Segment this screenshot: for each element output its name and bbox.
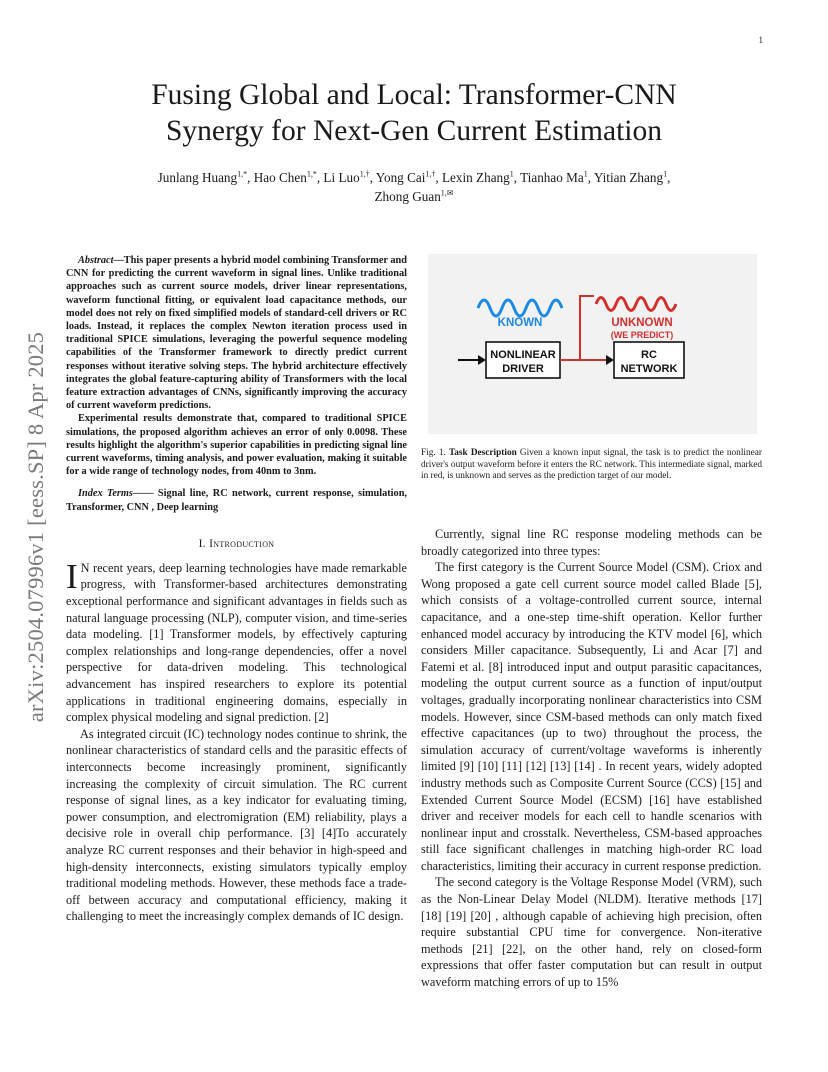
- arxiv-stamp-text: arXiv:2504.07996v1 [eess.SP] 8 Apr 2025: [23, 331, 48, 723]
- caption-text: Given a known input signal, the task is to predict the nonlinear driver's output waveform before it enters the RC network. This intermediate signal, marked in red, is unknown and serves as the prediction target of our model.: [421, 448, 762, 482]
- abstract-label: Abstract: [78, 255, 114, 266]
- author: Yong Cai$^{1,\dagger}$,: [375, 169, 442, 185]
- right-paragraph-2: The first category is the Current Source Model (CSM). Criox and Wong proposed a gate cell current source model called Blade [5], which consists of a voltage-controlled current source, internal capacitance, and a one-step time-shift operation. Kellor further enhanced model accuracy by introducing the KTV model [6], which considers Miller capacitance. Subsequently, Li and Acar [7] and Fatemi et al. [8] introduced input and output parasitic capacitances, modeling the output current source as a function of input/output voltages, gradually incorporating nonlinear characteristics into CSM models. However, since CSM-based methods can only match fixed effective capacitances (up to two) throughout the process, the simulation accuracy of current/voltage waveforms is inherently limited [9] [10] [11] [12] [13] [14] . In recent years, widely adopted industry methods such as Composite Current Source (CCS) [15] and Extended Current Source Model (ECSM) [16] have established driver and receiver models for each cell to handle scenarios with nonlinear input and crosstalk. Nevertheless, CSM-based approaches still face significant challenges in matching high-order RC load characteristics, limiting their accuracy in current response prediction.: [421, 560, 762, 873]
- left-column: [66, 254, 407, 925]
- figure-task-description: [428, 254, 757, 434]
- author: Tianhao Ma$^1$,: [520, 169, 594, 185]
- paper-title: [70, 77, 758, 149]
- caption-label: Fig. 1.: [421, 448, 446, 458]
- right-paragraph-1: Currently, signal line RC response modeling methods can be broadly categorized into three types:: [421, 527, 762, 558]
- section-title: Introduction: [209, 537, 275, 550]
- abstract-results: Experimental results demonstrate that, compared to traditional SPICE simulations, the proposed algorithm achieves an error of only 0.0098. These results highlight the algorithm's superior capabilities in predicting signal line current waveforms, timing analysis, and power evaluation, making it suitable for a wide range of technology nodes, from 40nm to 3nm.: [66, 413, 407, 478]
- title-line-1: Fusing Global and Local: Transformer-CNN: [151, 79, 677, 111]
- unknown-waveform: [596, 298, 676, 311]
- intro-paragraph-1: I N recent years, deep learning technologies have made remarkable progress, with Transformer-based architectures demonstrating exceptional performance and significant advantages in fields such as natural language processing (NLP), computer vision, and time-series data modeling. [1] Transformer models, by effectively capturing complex relationships and long-range dependencies, offer a novel perspective for data-driven modeling. This technological advancement has inspired researchers to explore its potential applications in traditional engineering domains, especially in complex physical modeling and signal prediction. [2]: [66, 556, 407, 725]
- task-diagram: [428, 254, 757, 434]
- we-predict-label: (WE PREDICT): [610, 330, 674, 340]
- network-label-2: NETWORK: [620, 363, 678, 375]
- page-number: 1: [758, 35, 763, 45]
- right-paragraph-3: The second category is the Voltage Response Model (VRM), such as the Non-Linear Delay Model (NLDM). Iterative methods [17] [18] [19] [20] , although capable of achieving high precision, often require substantial CPU time for convergence. Non-iterative methods [21] [22], on the other hand, rely on closed-form expressions that offer faster computation but can result in output waveform matching errors of up to 15%: [421, 875, 762, 990]
- title-line-2: Synergy for Next-Gen Current Estimation: [166, 115, 662, 147]
- author-list: [92, 168, 736, 206]
- known-label: KNOWN: [497, 317, 543, 329]
- caption-title: Task Description: [448, 448, 517, 458]
- author: Junlang Huang$^{1,*}$,: [157, 169, 254, 185]
- index-terms: [66, 487, 407, 513]
- driver-label-2: DRIVER: [502, 363, 544, 375]
- abstract: [66, 254, 407, 412]
- section-heading: [66, 538, 407, 550]
- drop-cap: I: [66, 556, 78, 596]
- output-arrowhead: [606, 355, 614, 365]
- author: Li Luo$^{1,\dagger}$,: [323, 169, 376, 185]
- author: Zhong Guan$^{1,✉}$: [374, 188, 454, 204]
- arxiv-stamp: [21, 292, 51, 762]
- input-arrowhead: [478, 355, 486, 365]
- index-terms-label: Index Terms: [78, 488, 133, 500]
- index-terms-text: —— Signal line, RC network, current response, simulation, Transformer, CNN , Deep learning: [66, 488, 407, 513]
- author: Hao Chen$^{1,*}$,: [253, 169, 324, 185]
- output-path: [560, 296, 594, 360]
- section-number: I.: [198, 537, 206, 550]
- author: Lexin Zhang$^1$,: [441, 169, 521, 185]
- unknown-label: UNKNOWN: [611, 317, 673, 329]
- right-column-text: [421, 526, 762, 991]
- known-waveform: [478, 300, 562, 316]
- network-label-1: RC: [641, 349, 657, 361]
- driver-label-1: NONLINEAR: [490, 349, 556, 361]
- author: Yitian Zhang$^1$,: [593, 169, 671, 185]
- figure-caption: [421, 448, 762, 483]
- abstract-text: —This paper presents a hybrid model combining Transformer and CNN for predicting the current waveform in signal lines. Unlike traditional approaches such as current source models, driver linear representations, waveform functional fitting, or equivalent load capacitance methods, our model does not rely on fixed simplified models of standard-cell drivers or RC loads. Instead, it replaces the complex Newton iteration process used in traditional SPICE simulations, leveraging the powerful sequence modeling capabilities of the Transformer framework to directly predict current responses without iterative solving steps. The hybrid architecture effectively integrates the global feature-capturing ability of Transformers with the local feature extraction advantages of CNNs, significantly improving the accuracy of current waveform predictions.: [66, 255, 407, 412]
- intro-paragraph-2: As integrated circuit (IC) technology nodes continue to shrink, the nonlinear characteristics of standard cells and the parasitic effects of interconnects become increasingly prominent, significantly increasing the complexity of circuit simulation. The RC current response of signal lines, as a key indicator for evaluating timing, power consumption, and electromigration (EM) reliability, plays a decisive role in overall chip performance. [3] [4]To accurately analyze RC current responses and their behavior in high-speed and high-density interconnects, existing simulators typically employ traditional modeling methods. However, these methods face a trade-off between accuracy and computational efficiency, making it challenging to meet the increasingly complex demands of IC design.: [66, 726, 407, 924]
